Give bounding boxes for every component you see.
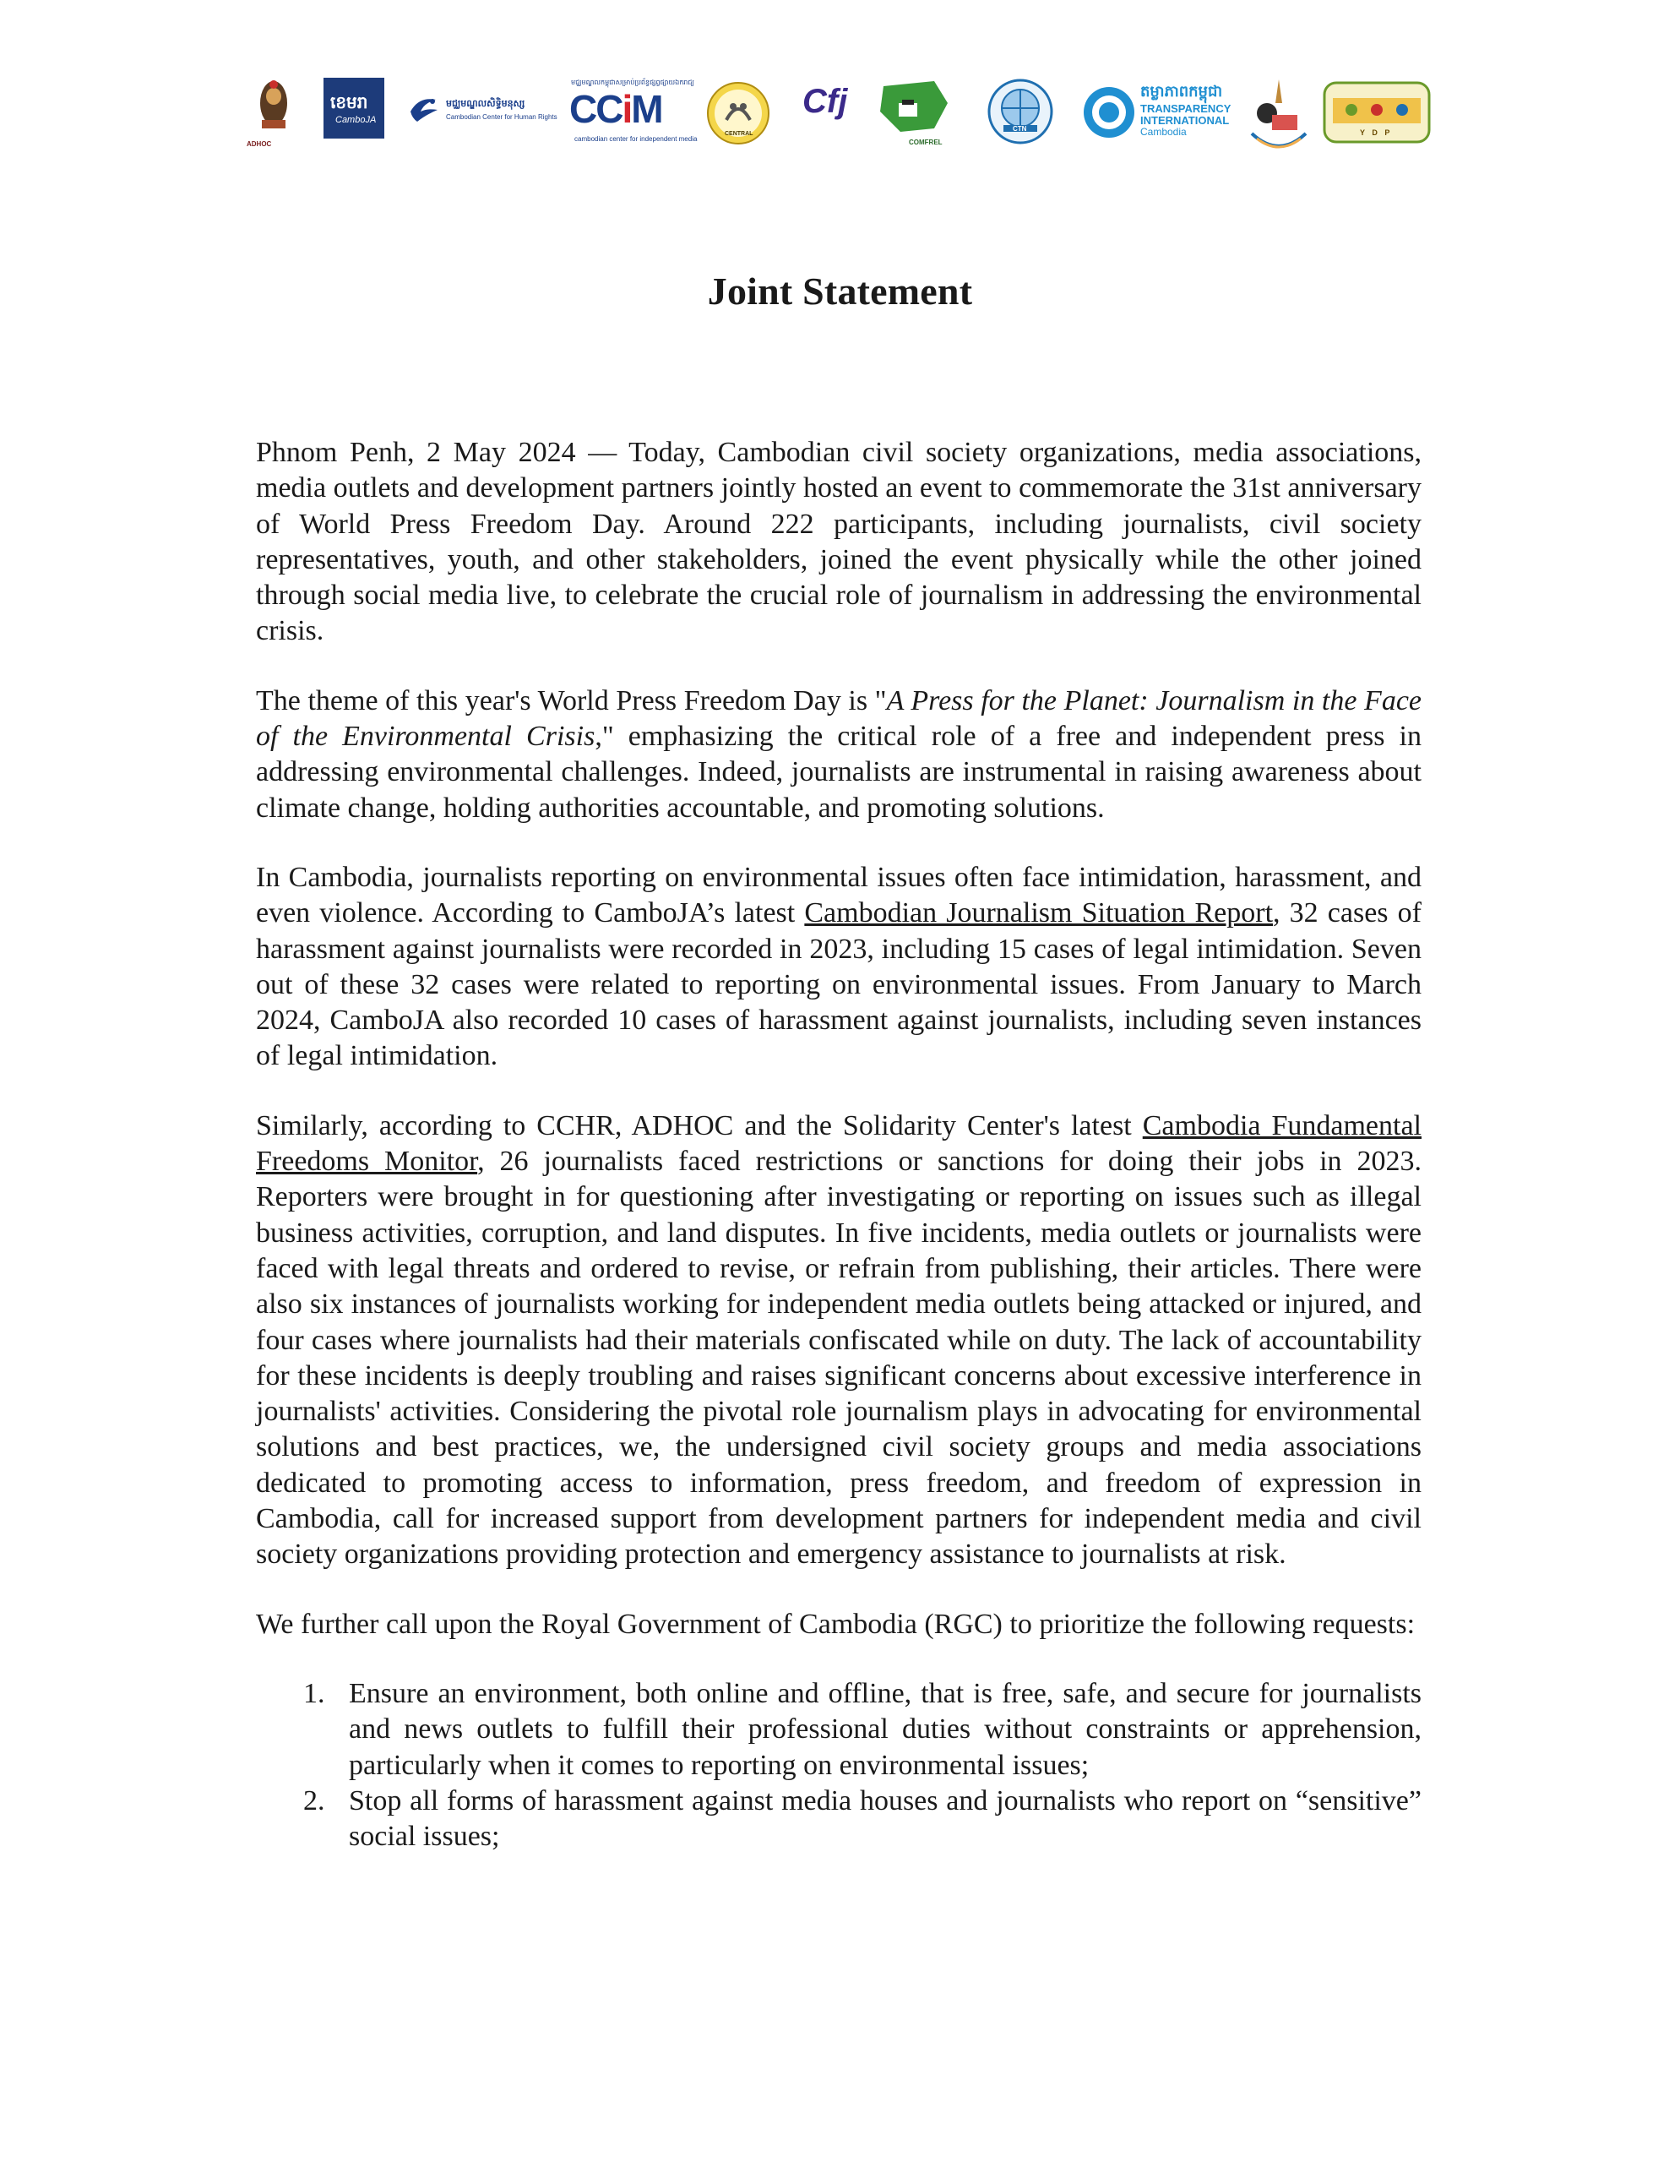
central-label: CENTRAL <box>725 131 753 137</box>
cchr-label: Cambodian Center for Human Rights <box>446 113 557 121</box>
ctn-logo-icon <box>987 78 1054 145</box>
theme-title: A Press for the Planet: Journalism in the Face of the Environmental Crisis <box>256 684 1422 753</box>
paragraph-camboja-report: In Cambodia, journalists reporting on environmental issues often face intimidation, harassment, and even violence. According to CamboJA’s latest Cambodian Journalism Situation Report, 32 cases of harassment against journalists were recorded in 2023, including 15 cases of legal intimidation. Seven out of these 32 cases were related to reporting on environmental issues. From January to March 2024, CamboJA also recorded 10 cases of harassment against journalists, including seven instances of legal intimidation. <box>256 861 1422 1072</box>
transparency-international-logo: តម្លាភាពកម្ពុជា TRANSPARENCY INTERNATIONAL Cambodia <box>1081 78 1242 154</box>
ti-line1: TRANSPARENCY <box>1140 102 1231 115</box>
ti-line3: Cambodia <box>1140 126 1187 138</box>
ydp-logo <box>1321 78 1433 154</box>
request-text: Ensure an environment, both online and offline, that is free, safe, and secure for journalists and news outlets to fulfill their professional duties without constraints or apprehension, particularly when it comes to reporting on environmental issues; <box>349 1677 1422 1781</box>
ctn-label: CTN <box>1013 125 1027 133</box>
comfrel-label: COMFREL <box>909 139 943 146</box>
transparency-international-logo-icon <box>1081 84 1137 140</box>
camboja-logo <box>323 78 384 154</box>
freedoms-monitor-link[interactable]: Cambodia Fundamental Freedoms Monitor <box>256 1109 1422 1178</box>
request-item <box>256 1784 1422 1855</box>
request-list <box>256 1676 1422 1854</box>
document-title: Joint Statement <box>707 270 973 313</box>
women-media-logo <box>1247 78 1311 154</box>
ccim-label: cambodian center for independent media <box>574 135 698 143</box>
comfrel-logo <box>875 78 954 154</box>
request-number: 2. <box>303 1784 325 1816</box>
adhoc-logo-icon <box>250 78 297 139</box>
adhoc-logo <box>247 78 297 154</box>
statement-body <box>256 435 1422 1854</box>
ccim-logo: មជ្ឈមណ្ឌលកម្ពុជាសម្រាប់ប្រព័ន្ធផ្សព្វផ្សាយឯករាជ្យ CCiM cambodian center for independent media <box>569 79 698 143</box>
camboja-mark: ខេមរា <box>330 94 368 112</box>
cchr-logo-icon <box>407 93 441 127</box>
cfj-mark: Cfj <box>802 83 848 120</box>
paragraph-theme: The theme of this year's World Press Freedom Day is "A Press for the Planet: Journalism in the Face of the Environmental Crisis," emphasizing the critical role of a free and independent press in addressing environmental challenges. Indeed, journalists are instrumental in raising awareness about climate change, holding authorities accountable, and promoting solutions. <box>256 684 1422 824</box>
ti-line2: INTERNATIONAL <box>1140 114 1230 127</box>
paragraph-intro: Phnom Penh, 2 May 2024 — Today, Cambodian civil society organizations, media associations, media outlets and development partners jointly hosted an event to commemorate the 31st anniversary of World Press Freedom Day. Around 222 participants, including journalists, civil society representatives, youth, and other stakeholders, joined the event physically while the other joined through social media live, to celebrate the crucial role of journalism in addressing the environmental crisis. <box>256 437 1422 647</box>
camboja-sub: CamboJA <box>335 115 377 125</box>
request-number: 1. <box>303 1677 325 1709</box>
ccim-i: i <box>622 87 632 131</box>
paragraph-freedoms-monitor: Similarly, according to CCHR, ADHOC and the Solidarity Center's latest Cambodia Fundamental Freedoms Monitor, 26 journalists faced restrictions or sanctions for doing their jobs in 2023. Reporters were brought in for questioning after investigating or reporting on issues such as illegal business activities, corruption, and land disputes. In five incidents, media outlets or journalists were faced with legal threats and ordered to revise, or refrain from publishing, their articles. There were also six instances of journalists working for independent media outlets being attacked or injured, and four cases where journalists had their materials confiscated while on duty. The lack of accountability for these incidents is deeply troubling and raises significant concerns about excessive interference in journalists' activities. Considering the pivotal role journalism plays in advocating for environmental solutions and best practices, we, the undersigned civil society groups and media associations dedicated to promoting access to information, press freedom, and freedom of expression in Cambodia, call for increased support from development partners for independent media and civil society organizations providing protection and emergency assistance to journalists at risk. <box>256 1109 1422 1571</box>
camboja-report-link[interactable]: Cambodian Journalism Situation Report <box>804 897 1274 929</box>
ydp-label: Y D P <box>1360 128 1393 137</box>
partner-logo-strip <box>247 78 1433 162</box>
women-media-logo-icon <box>1247 78 1311 154</box>
paragraph-rgc-call: We further call upon the Royal Government of Cambodia (RGC) to prioritize the following requests: <box>256 1608 1416 1640</box>
request-text: Stop all forms of harassment against media houses and journalists who report on “sensitive” social issues; <box>349 1784 1422 1853</box>
cchr-logo: ម​ជ្ឈ​មណ្ឌល​សិទ្ធិ​មនុស្ស Cambodian Center for Human Rights <box>407 78 542 154</box>
cfj-logo <box>802 78 853 154</box>
comfrel-logo-icon <box>875 78 954 137</box>
adhoc-label: ADHOC <box>247 140 272 148</box>
ctn-logo <box>987 78 1054 154</box>
central-logo <box>704 78 772 154</box>
request-item <box>256 1676 1422 1784</box>
